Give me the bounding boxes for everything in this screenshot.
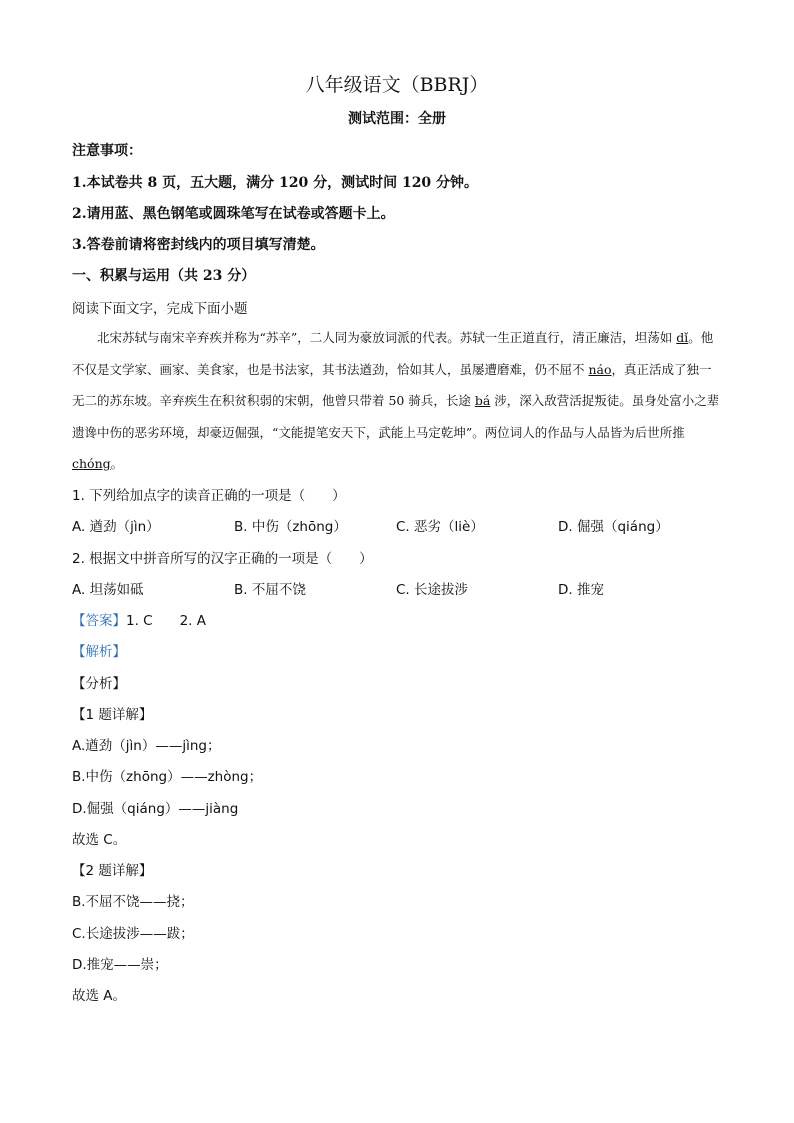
question-2-stem: 2. 根据文中拼音所写的汉字正确的一项是（ ） (72, 551, 373, 567)
detail-1-line: D.倔强（qiáng）——jiàng (72, 801, 239, 817)
detail-2-line: B.不屈不饶——挠； (72, 894, 194, 910)
analysis-label: 【解析】 (72, 644, 126, 660)
answer-line (72, 609, 722, 629)
detail-1-label: 【1 题详解】 (72, 707, 153, 723)
option-b: B. 中伤（zhōng） (234, 519, 347, 535)
detail-2-conclusion: 故选 A。 (72, 988, 127, 1004)
page-subtitle: 测试范围：全册 (348, 111, 446, 127)
option-d: D. 推宠 (558, 582, 604, 598)
detail-1-conclusion: 故选 C。 (72, 832, 127, 848)
passage-text: 涉，深入敌营活捉叛徒。虽身处富小之辈遗谗中伤的恶劣环境，却豪迈倔强，“文能提笔安天下，武能上马定乾坤”。两位词人的作品与人品皆为后世所推 (72, 393, 720, 440)
passage-text: 。他不仅是文学家、画家、美食家，也是书法家，其书法遒劲，恰如其人，虽屡遭磨难，仍不屈不 (72, 330, 714, 377)
reading-instruction: 阅读下面文字，完成下面小题 (72, 301, 248, 317)
section-heading: 一、积累与运用（共 23 分） (72, 268, 256, 284)
option-d: D. 倔强（qiáng） (558, 519, 669, 535)
passage-text: 北宋苏轼与南宋辛弃疾并称为“苏辛”，二人同为豪放词派的代表。苏轼一生正道直行，清正廉洁，坦荡如 (97, 330, 677, 345)
detail-2-line: D.推宠——崇； (72, 957, 168, 973)
pinyin-blank-1: dǐ (676, 330, 689, 345)
notice-heading: 注意事项： (72, 143, 142, 159)
page-title: 八年级语文（BBRJ） (305, 74, 489, 96)
detail-2-line: C.长途拔涉——跋； (72, 926, 194, 942)
fenxi-label: 【分析】 (72, 676, 126, 692)
notice-item-3: 3.答卷前请将密封线内的项目填写清楚。 (72, 237, 325, 253)
detail-1-line: B.中伤（zhōng）——zhòng； (72, 769, 263, 785)
answer-text: 1. C 2. A (126, 613, 207, 629)
passage-text: ，真正活成了独一无二的苏东坡。辛弃疾生在积贫积弱的宋朝，他曾只带着 50 骑兵，长途 (72, 361, 712, 408)
question-1-stem: 1. 下列给加点字的读音正确的一项是（ ） (72, 488, 346, 504)
question-1-options (72, 515, 722, 535)
pinyin-blank-4: chóng (72, 456, 111, 471)
reading-passage (72, 322, 722, 480)
pinyin-blank-3: bá (474, 393, 491, 408)
option-a: A. 遒劲（jìn） (72, 519, 160, 535)
option-a: A. 坦荡如砥 (72, 582, 144, 598)
notice-item-2: 2.请用蓝、黑色钢笔或圆珠笔写在试卷或答题卡上。 (72, 206, 395, 222)
detail-2-label: 【2 题详解】 (72, 863, 153, 879)
option-b: B. 不屈不饶 (234, 582, 306, 598)
detail-1-line: A.遒劲（jìn）——jìng； (72, 738, 221, 754)
question-2-options (72, 578, 722, 598)
option-c: C. 长途拔涉 (396, 582, 469, 598)
answer-label: 【答案】 (72, 613, 126, 629)
passage-text: 。 (110, 456, 124, 471)
pinyin-blank-2: náo (588, 361, 612, 377)
option-c: C. 恶劣（liè） (396, 519, 484, 535)
notice-item-1: 1.本试卷共 8 页，五大题，满分 120 分，测试时间 120 分钟。 (72, 175, 479, 191)
